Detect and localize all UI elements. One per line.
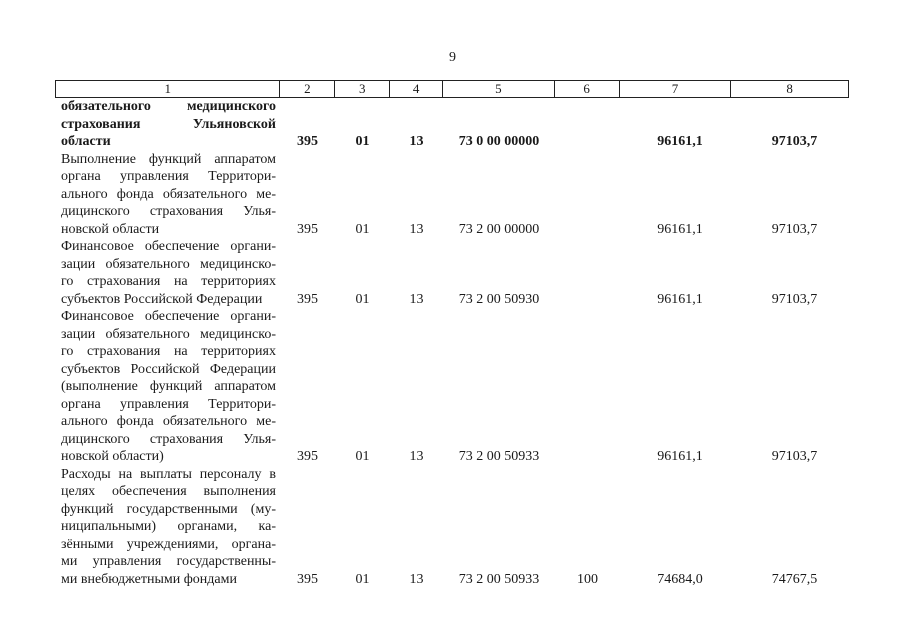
- description-line: ми внебюджетными фондами: [61, 571, 237, 587]
- row-description: [55, 466, 280, 589]
- table-row: [55, 238, 849, 308]
- description-line: ального фонда обязательного ме-: [61, 186, 276, 202]
- description-line: органа управления Территори-: [61, 396, 276, 412]
- amount-year-2: 97103,7: [771, 291, 818, 307]
- amount-year-1: 96161,1: [657, 449, 703, 464]
- description-line: ального фонда обязательного ме-: [61, 414, 276, 429]
- table-row: [55, 308, 849, 466]
- admin-code: 395: [297, 449, 318, 464]
- description-line: функций государственными (му-: [61, 501, 276, 517]
- expense-type-code: 100: [577, 571, 598, 587]
- description-line: страхования Ульяновской: [61, 116, 276, 132]
- description-line: зации обязательного медицинско-: [61, 256, 276, 272]
- section-code: 01: [355, 291, 370, 307]
- description-line: целях обеспечения выполнения: [61, 484, 276, 499]
- description-line: органа управления Территори-: [61, 169, 276, 184]
- description-line: новской области: [61, 221, 160, 237]
- page-number: 9: [449, 50, 456, 65]
- row-description: [55, 98, 280, 151]
- target-article-code: 73 2 00 50933: [458, 571, 540, 587]
- column-header-6: 6: [555, 81, 620, 97]
- description-line: Расходы на выплаты персоналу в: [61, 466, 276, 482]
- amount-year-1: 96161,1: [657, 291, 703, 307]
- admin-code: 395: [297, 291, 318, 307]
- description-line: ми управления государственны-: [61, 554, 276, 569]
- column-header-7: 7: [620, 81, 732, 97]
- description-line: го страхования на территориях: [61, 274, 276, 289]
- section-code: 01: [355, 221, 370, 237]
- column-header-2: 2: [280, 81, 335, 97]
- description-line: Финансовое обеспечение органи-: [61, 239, 276, 254]
- target-article-code: 73 0 00 00000: [458, 134, 540, 149]
- description-line: (выполнение функций аппаратом: [61, 379, 276, 394]
- description-line: Финансовое обеспечение органи-: [61, 309, 276, 324]
- subsection-code: 13: [409, 221, 424, 237]
- description-line: области: [61, 134, 111, 149]
- amount-year-1: 96161,1: [657, 134, 703, 149]
- description-line: зации обязательного медицинско-: [61, 326, 276, 342]
- amount-year-1: 74684,0: [657, 571, 703, 587]
- column-header-5: 5: [443, 81, 555, 97]
- description-line: дицинского страхования Улья-: [61, 204, 276, 219]
- subsection-code: 13: [409, 134, 424, 149]
- column-header-8: 8: [786, 81, 793, 96]
- description-line: дицинского страхования Улья-: [61, 431, 276, 447]
- subsection-code: 13: [409, 291, 424, 307]
- amount-year-2: 74767,5: [771, 571, 818, 587]
- description-line: зёнными учреждениями, органа-: [61, 536, 276, 552]
- section-code: 01: [355, 134, 370, 149]
- admin-code: 395: [297, 571, 318, 587]
- table-body: [55, 98, 849, 588]
- target-article-code: 73 2 00 50930: [458, 291, 540, 307]
- description-line: Выполнение функций аппаратом: [61, 151, 276, 167]
- amount-year-2: 97103,7: [771, 449, 818, 464]
- column-header-3: 3: [335, 81, 390, 97]
- column-header-4: 4: [390, 81, 443, 97]
- description-line: новской области): [61, 449, 164, 464]
- description-line: ниципальными) органами, ка-: [61, 519, 276, 534]
- table-row: [55, 466, 849, 589]
- amount-year-2: 97103,7: [771, 134, 818, 149]
- subsection-code: 13: [409, 449, 424, 464]
- section-code: 01: [355, 571, 370, 587]
- row-description: [55, 308, 280, 466]
- admin-code: 395: [297, 134, 318, 149]
- column-header-1: 1: [56, 81, 280, 97]
- amount-year-2: 97103,7: [771, 221, 818, 237]
- table-row: [55, 98, 849, 151]
- description-line: обязательного медицинского: [61, 99, 276, 114]
- table-header: [55, 80, 849, 98]
- row-description: [55, 238, 280, 308]
- target-article-code: 73 2 00 50933: [458, 449, 540, 464]
- description-line: субъектов Российской Федерации: [61, 361, 276, 377]
- target-article-code: 73 2 00 00000: [458, 221, 540, 237]
- amount-year-1: 96161,1: [657, 221, 703, 237]
- description-line: субъектов Российской Федерации: [61, 291, 263, 307]
- admin-code: 395: [297, 221, 318, 237]
- description-line: го страхования на территориях: [61, 344, 276, 359]
- row-description: [55, 151, 280, 239]
- subsection-code: 13: [409, 571, 424, 587]
- table-row: [55, 151, 849, 239]
- section-code: 01: [355, 449, 370, 464]
